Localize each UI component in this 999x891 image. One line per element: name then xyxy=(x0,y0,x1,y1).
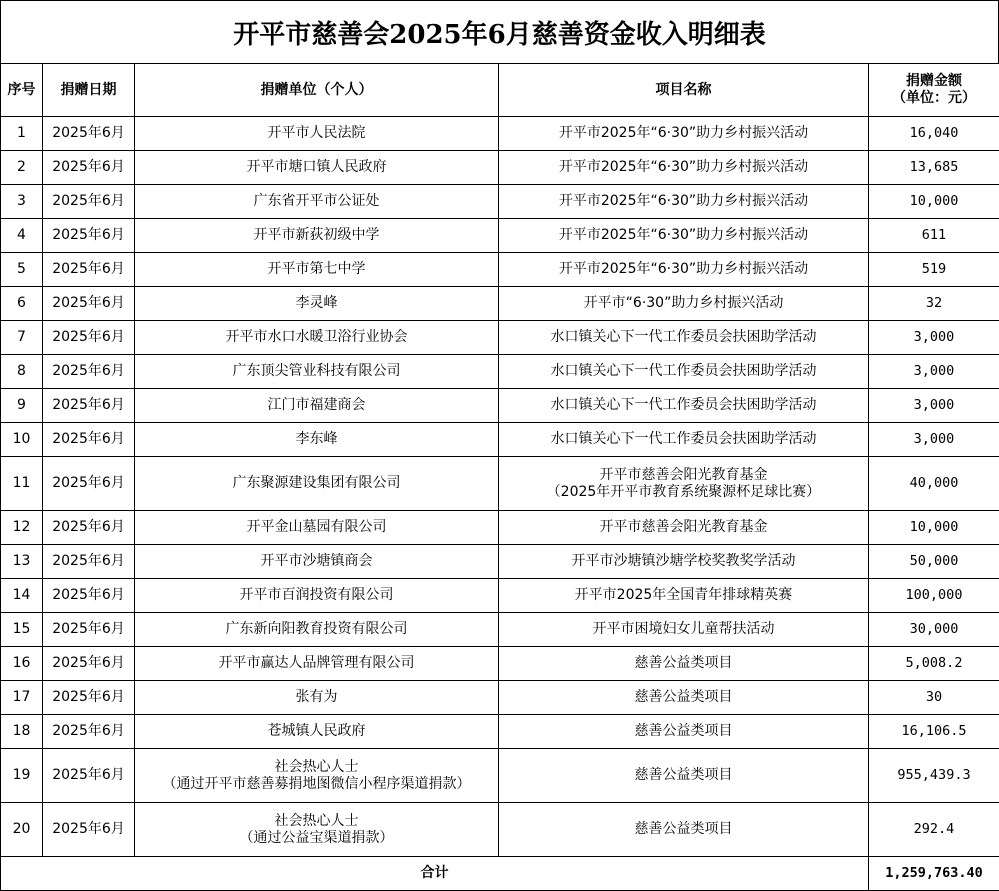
cell-project xyxy=(499,511,869,545)
cell-date-text: 2025年6月 xyxy=(52,519,125,535)
cell-no-text: 15 xyxy=(12,621,31,637)
cell-donor xyxy=(135,423,499,457)
header-amount xyxy=(869,64,999,117)
table-row xyxy=(1,389,999,423)
cell-no xyxy=(1,185,43,219)
cell-date xyxy=(43,117,135,151)
cell-donor xyxy=(135,151,499,185)
cell-amount-text: 3,000 xyxy=(913,363,955,379)
cell-date-text: 2025年6月 xyxy=(52,397,125,413)
header-amount-line1: 捐赠金额 xyxy=(906,73,962,89)
cell-donor-text: 开平金山墓园有限公司 xyxy=(246,519,387,535)
cell-date xyxy=(43,219,135,253)
cell-no xyxy=(1,715,43,749)
cell-amount xyxy=(869,681,999,715)
cell-date xyxy=(43,287,135,321)
cell-amount-text: 50,000 xyxy=(909,553,959,569)
cell-no xyxy=(1,579,43,613)
cell-donor-subtext: （通过开平市慈善募捐地图微信小程序渠道捐款） xyxy=(162,775,471,792)
table-row xyxy=(1,219,999,253)
cell-donor xyxy=(135,613,499,647)
cell-donor-text: 李灵峰 xyxy=(295,295,338,311)
cell-project-text: 开平市2025年“6·30”助力乡村振兴活动 xyxy=(558,193,809,209)
cell-date xyxy=(43,253,135,287)
cell-date xyxy=(43,545,135,579)
cell-project xyxy=(499,389,869,423)
cell-project xyxy=(499,647,869,681)
cell-project-text: 开平市2025年“6·30”助力乡村振兴活动 xyxy=(558,125,809,141)
cell-no xyxy=(1,613,43,647)
cell-donor-text: 开平市水口水暖卫浴行业协会 xyxy=(225,329,408,345)
cell-project-text: 慈善公益类项目 xyxy=(634,821,733,837)
cell-date xyxy=(43,457,135,511)
table-row xyxy=(1,457,999,511)
table-row xyxy=(1,151,999,185)
cell-amount-text: 3,000 xyxy=(913,397,955,413)
cell-no xyxy=(1,545,43,579)
cell-project-subtext: （2025年开平市教育系统聚源杯足球比赛） xyxy=(546,483,821,500)
cell-project-text: 开平市“6·30”助力乡村振兴活动 xyxy=(583,295,784,311)
cell-no-text: 14 xyxy=(12,587,31,603)
cell-date-text: 2025年6月 xyxy=(52,329,125,345)
table-row xyxy=(1,803,999,857)
cell-donor-text: 开平市百润投资有限公司 xyxy=(239,587,394,603)
cell-date xyxy=(43,715,135,749)
cell-amount-text: 5,008.2 xyxy=(905,655,963,671)
cell-project-text: 开平市沙塘镇沙塘学校奖教奖学活动 xyxy=(571,553,796,569)
cell-date-text: 2025年6月 xyxy=(52,227,125,243)
cell-no-text: 10 xyxy=(12,431,31,447)
cell-no xyxy=(1,117,43,151)
header-donor: 捐赠单位（个人） xyxy=(135,64,499,117)
cell-no xyxy=(1,219,43,253)
table-row xyxy=(1,287,999,321)
cell-date xyxy=(43,355,135,389)
cell-amount xyxy=(869,389,999,423)
cell-project-text: 慈善公益类项目 xyxy=(634,767,733,783)
cell-donor xyxy=(135,117,499,151)
cell-date-text: 2025年6月 xyxy=(52,587,125,603)
cell-donor xyxy=(135,355,499,389)
cell-project-text: 开平市慈善会阳光教育基金 xyxy=(599,466,768,483)
cell-donor xyxy=(135,287,499,321)
cell-amount-text: 10,000 xyxy=(909,519,959,535)
cell-no-text: 7 xyxy=(17,329,26,345)
cell-date-text: 2025年6月 xyxy=(52,767,125,783)
cell-amount-text: 292.4 xyxy=(913,821,955,837)
cell-amount xyxy=(869,545,999,579)
header-date: 捐赠日期 xyxy=(43,64,135,117)
cell-amount xyxy=(869,151,999,185)
cell-no xyxy=(1,749,43,803)
cell-amount-text: 3,000 xyxy=(913,431,955,447)
cell-date-text: 2025年6月 xyxy=(52,821,125,837)
cell-date-text: 2025年6月 xyxy=(52,689,125,705)
cell-no-text: 12 xyxy=(12,519,31,535)
cell-donor xyxy=(135,457,499,511)
cell-amount xyxy=(869,185,999,219)
cell-amount-text: 32 xyxy=(925,295,943,311)
cell-project xyxy=(499,185,869,219)
cell-donor xyxy=(135,511,499,545)
cell-donor-text: 江门市福建商会 xyxy=(267,397,366,413)
cell-amount-text: 13,685 xyxy=(909,159,959,175)
cell-date-text: 2025年6月 xyxy=(52,475,125,491)
cell-date-text: 2025年6月 xyxy=(52,723,125,739)
cell-date-text: 2025年6月 xyxy=(52,295,125,311)
cell-date xyxy=(43,423,135,457)
cell-project xyxy=(499,457,869,511)
cell-amount xyxy=(869,613,999,647)
cell-project xyxy=(499,355,869,389)
cell-donor-text: 开平市赢达人品牌管理有限公司 xyxy=(218,655,415,671)
cell-amount xyxy=(869,579,999,613)
cell-no-text: 3 xyxy=(17,193,26,209)
cell-project-text: 开平市慈善会阳光教育基金 xyxy=(599,519,768,535)
cell-amount xyxy=(869,355,999,389)
cell-donor-text: 苍城镇人民政府 xyxy=(267,723,366,739)
table-row xyxy=(1,647,999,681)
table-row xyxy=(1,253,999,287)
cell-no xyxy=(1,389,43,423)
cell-amount-text: 955,439.3 xyxy=(897,767,971,783)
cell-project xyxy=(499,151,869,185)
cell-project-text: 水口镇关心下一代工作委员会扶困助学活动 xyxy=(550,431,817,447)
cell-no xyxy=(1,253,43,287)
cell-date xyxy=(43,151,135,185)
cell-no xyxy=(1,511,43,545)
cell-project-text: 慈善公益类项目 xyxy=(634,689,733,705)
cell-date xyxy=(43,389,135,423)
cell-no-text: 4 xyxy=(17,227,26,243)
cell-project-text: 水口镇关心下一代工作委员会扶困助学活动 xyxy=(550,329,817,345)
cell-donor-text: 社会热心人士 xyxy=(274,758,359,775)
cell-donor-text: 广东聚源建设集团有限公司 xyxy=(232,475,401,491)
cell-donor xyxy=(135,321,499,355)
cell-project xyxy=(499,681,869,715)
cell-amount xyxy=(869,253,999,287)
cell-date-text: 2025年6月 xyxy=(52,159,125,175)
cell-no-text: 2 xyxy=(17,159,26,175)
cell-no-text: 8 xyxy=(17,363,26,379)
cell-amount-text: 40,000 xyxy=(909,475,959,491)
cell-date xyxy=(43,749,135,803)
cell-no xyxy=(1,647,43,681)
cell-amount xyxy=(869,511,999,545)
cell-no xyxy=(1,151,43,185)
cell-date xyxy=(43,613,135,647)
table-row xyxy=(1,681,999,715)
cell-amount-text: 16,106.5 xyxy=(901,723,967,739)
cell-date-text: 2025年6月 xyxy=(52,193,125,209)
total-label: 合计 xyxy=(1,857,869,891)
cell-amount-text: 30 xyxy=(925,689,943,705)
cell-amount-text: 10,000 xyxy=(909,193,959,209)
cell-project xyxy=(499,803,869,857)
cell-donor xyxy=(135,715,499,749)
cell-project-text: 水口镇关心下一代工作委员会扶困助学活动 xyxy=(550,397,817,413)
cell-no-text: 13 xyxy=(12,553,31,569)
cell-amount xyxy=(869,749,999,803)
total-amount: 1,259,763.40 xyxy=(869,857,999,891)
cell-no xyxy=(1,355,43,389)
cell-donor xyxy=(135,389,499,423)
cell-no xyxy=(1,423,43,457)
cell-donor-text: 张有为 xyxy=(295,689,338,705)
cell-date-text: 2025年6月 xyxy=(52,261,125,277)
table-row xyxy=(1,613,999,647)
cell-project xyxy=(499,117,869,151)
cell-date-text: 2025年6月 xyxy=(52,621,125,637)
cell-amount-text: 100,000 xyxy=(905,587,963,603)
cell-amount-text: 30,000 xyxy=(909,621,959,637)
cell-project-text: 开平市困境妇女儿童帮扶活动 xyxy=(592,621,775,637)
cell-no-text: 1 xyxy=(17,125,26,141)
cell-donor-text: 开平市沙塘镇商会 xyxy=(260,553,373,569)
cell-date-text: 2025年6月 xyxy=(52,553,125,569)
cell-date xyxy=(43,185,135,219)
cell-donor-text: 广东省开平市公证处 xyxy=(253,193,380,209)
table-row xyxy=(1,355,999,389)
cell-project xyxy=(499,253,869,287)
cell-project xyxy=(499,545,869,579)
cell-amount xyxy=(869,219,999,253)
cell-donor xyxy=(135,647,499,681)
table-row xyxy=(1,545,999,579)
table-row xyxy=(1,579,999,613)
cell-date xyxy=(43,511,135,545)
cell-no xyxy=(1,457,43,511)
cell-date xyxy=(43,579,135,613)
table-row xyxy=(1,185,999,219)
cell-project-text: 开平市2025年“6·30”助力乡村振兴活动 xyxy=(558,261,809,277)
cell-no-text: 9 xyxy=(17,397,26,413)
cell-no xyxy=(1,321,43,355)
header-amount-line2: （单位：元） xyxy=(892,90,976,106)
cell-donor-text: 开平市新荻初级中学 xyxy=(253,227,380,243)
cell-no-text: 6 xyxy=(17,295,26,311)
cell-amount xyxy=(869,287,999,321)
cell-donor xyxy=(135,579,499,613)
cell-donor-text: 社会热心人士 xyxy=(274,812,359,829)
table-row xyxy=(1,321,999,355)
cell-project xyxy=(499,321,869,355)
cell-no-text: 18 xyxy=(12,723,31,739)
table-row xyxy=(1,423,999,457)
cell-project xyxy=(499,749,869,803)
page-title: 开平市慈善会2025年6月慈善资金收入明细表 xyxy=(0,0,999,64)
cell-donor-text: 广东新向阳教育投资有限公司 xyxy=(225,621,408,637)
cell-donor xyxy=(135,803,499,857)
cell-date xyxy=(43,321,135,355)
cell-project-text: 水口镇关心下一代工作委员会扶困助学活动 xyxy=(550,363,817,379)
cell-no-text: 11 xyxy=(12,475,31,491)
cell-no xyxy=(1,803,43,857)
cell-no-text: 16 xyxy=(12,655,31,671)
cell-donor xyxy=(135,253,499,287)
cell-project-text: 开平市2025年“6·30”助力乡村振兴活动 xyxy=(558,159,809,175)
cell-amount xyxy=(869,803,999,857)
cell-donor xyxy=(135,185,499,219)
cell-project xyxy=(499,423,869,457)
cell-donor-text: 开平市塘口镇人民政府 xyxy=(246,159,387,175)
cell-amount-text: 16,040 xyxy=(909,125,959,141)
cell-no-text: 19 xyxy=(12,767,31,783)
cell-project-text: 开平市2025年全国青年排球精英赛 xyxy=(574,587,793,603)
cell-project-text: 慈善公益类项目 xyxy=(634,723,733,739)
cell-no-text: 17 xyxy=(12,689,31,705)
cell-date-text: 2025年6月 xyxy=(52,125,125,141)
cell-donor-text: 开平市人民法院 xyxy=(267,125,366,141)
cell-no xyxy=(1,681,43,715)
cell-date-text: 2025年6月 xyxy=(52,655,125,671)
cell-project xyxy=(499,613,869,647)
cell-date xyxy=(43,803,135,857)
cell-project xyxy=(499,219,869,253)
cell-project xyxy=(499,287,869,321)
cell-amount-text: 519 xyxy=(921,261,947,277)
cell-amount xyxy=(869,117,999,151)
cell-no-text: 20 xyxy=(12,821,31,837)
header-no: 序号 xyxy=(1,64,43,117)
cell-donor xyxy=(135,219,499,253)
cell-no xyxy=(1,287,43,321)
cell-no-text: 5 xyxy=(17,261,26,277)
cell-project-text: 慈善公益类项目 xyxy=(634,655,733,671)
total-row xyxy=(1,857,999,891)
cell-donor xyxy=(135,749,499,803)
cell-date xyxy=(43,647,135,681)
cell-donor-text: 李东峰 xyxy=(295,431,338,447)
cell-amount xyxy=(869,647,999,681)
table-row xyxy=(1,117,999,151)
donation-table xyxy=(0,63,999,891)
cell-amount-text: 3,000 xyxy=(913,329,955,345)
cell-date-text: 2025年6月 xyxy=(52,431,125,447)
cell-amount xyxy=(869,457,999,511)
cell-project-text: 开平市2025年“6·30”助力乡村振兴活动 xyxy=(558,227,809,243)
cell-project xyxy=(499,715,869,749)
cell-donor-text: 广东顶尖管业科技有限公司 xyxy=(232,363,401,379)
cell-project xyxy=(499,579,869,613)
table-row xyxy=(1,749,999,803)
cell-date xyxy=(43,681,135,715)
header-project: 项目名称 xyxy=(499,64,869,117)
cell-donor xyxy=(135,545,499,579)
table-row xyxy=(1,715,999,749)
cell-date-text: 2025年6月 xyxy=(52,363,125,379)
cell-amount xyxy=(869,423,999,457)
cell-donor-subtext: （通过公益宝渠道捐款） xyxy=(239,829,394,846)
table-header-row xyxy=(1,64,999,117)
cell-amount xyxy=(869,715,999,749)
cell-donor-text: 开平市第七中学 xyxy=(267,261,366,277)
cell-donor xyxy=(135,681,499,715)
cell-amount-text: 611 xyxy=(921,227,947,243)
table-row xyxy=(1,511,999,545)
cell-amount xyxy=(869,321,999,355)
